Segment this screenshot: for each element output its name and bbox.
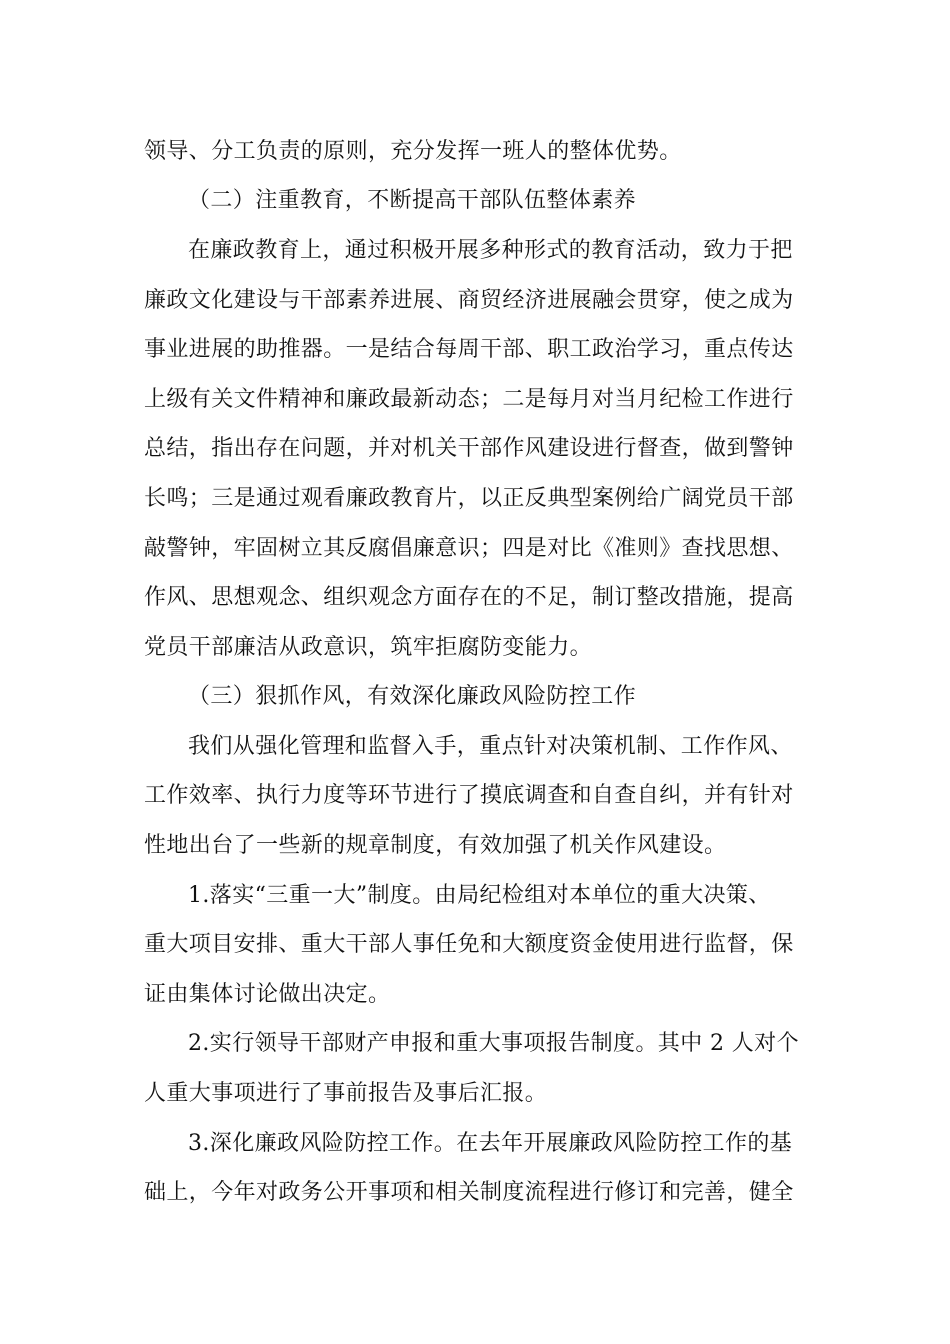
section-heading-3: （三）狠抓作风，有效深化廉政风险防控工作 <box>188 684 637 709</box>
paragraph-line-11: 工作效率、执行力度等环节进行了摸底调查和自查自纠，并有针对 <box>144 783 794 808</box>
list-item-3-line-2: 础上，今年对政务公开事项和相关制度流程进行修订和完善，健全 <box>144 1180 794 1205</box>
body-line-1: 领导、分工负责的原则，充分发挥一班人的整体优势。 <box>144 139 682 164</box>
paragraph-line-1: 在廉政教育上，通过积极开展多种形式的教育活动，致力于把 <box>188 238 793 263</box>
paragraph-line-12: 性地出台了一些新的规章制度，有效加强了机关作风建设。 <box>144 833 727 858</box>
list-item-1-line-1: 1.落实“三重一大”制度。由局纪检组对本单位的重大决策、 <box>188 883 771 908</box>
list-item-1-line-2: 重大项目安排、重大干部人事任免和大额度资金使用进行监督，保 <box>144 932 794 957</box>
paragraph-line-8: 作风、思想观念、组织观念方面存在的不足，制订整改措施，提高 <box>144 585 794 610</box>
list-item-2-line-1: 2.实行领导干部财产申报和重大事项报告制度。其中 2 人对个 <box>188 1031 799 1056</box>
list-item-1-line-3: 证由集体讨论做出决定。 <box>144 982 391 1007</box>
list-item-3-line-1: 3.深化廉政风险防控工作。在去年开展廉政风险防控工作的基 <box>188 1131 793 1156</box>
paragraph-line-2: 廉政文化建设与干部素养进展、商贸经济进展融会贯穿，使之成为 <box>144 288 794 313</box>
paragraph-line-10: 我们从强化管理和监督入手，重点针对决策机制、工作作风、 <box>188 734 793 759</box>
paragraph-line-4: 上级有关文件精神和廉政最新动态；二是每月对当月纪检工作进行 <box>144 387 794 412</box>
paragraph-line-7: 敲警钟，牢固树立其反腐倡廉意识；四是对比《准则》查找思想、 <box>144 536 794 561</box>
section-heading-2: （二）注重教育，不断提高干部队伍整体素养 <box>188 188 637 213</box>
list-item-2-line-2: 人重大事项进行了事前报告及事后汇报。 <box>144 1081 548 1106</box>
paragraph-line-3: 事业进展的助推器。一是结合每周干部、职工政治学习，重点传达 <box>144 337 794 362</box>
paragraph-line-5: 总结，指出存在问题，并对机关干部作风建设进行督查，做到警钟 <box>144 436 794 461</box>
paragraph-line-6: 长鸣；三是通过观看廉政教育片，以正反典型案例给广阔党员干部 <box>144 486 794 511</box>
paragraph-line-9: 党员干部廉洁从政意识，筑牢拒腐防变能力。 <box>144 635 593 660</box>
